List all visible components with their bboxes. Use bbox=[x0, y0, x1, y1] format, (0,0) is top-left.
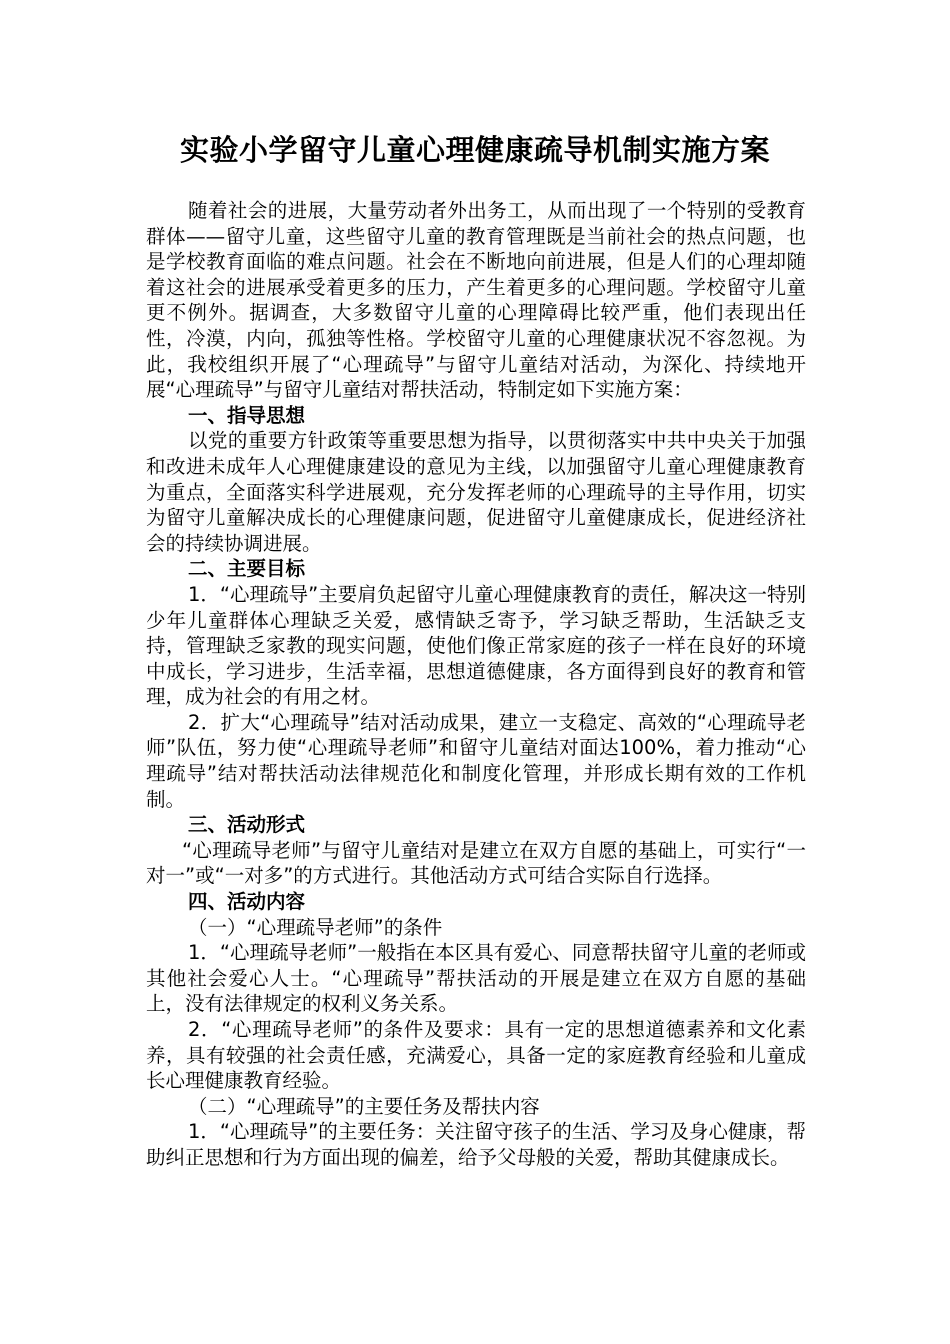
section-heading-guiding-ideology: 一、指导思想 bbox=[188, 403, 306, 427]
activity-form-paragraph: “心理疏导老师”与留守儿童结对是建立在双方自愿的基础上，可实行“一对一”或“一对多”的方式进行。其他活动方式可结合实际自行选择。 bbox=[146, 838, 806, 888]
main-goal-2-paragraph: 2．扩大“心理疏导”结对活动成果，建立一支稳定、高效的“心理疏导老师”队伍，努力使“心理疏导老师”和留守儿童结对面达100%，着力推动“心理疏导”结对帮扶活动法律规范化和制度化管理，并形成长期有效的工作机制。 bbox=[146, 710, 806, 811]
teacher-condition-2-paragraph: 2．“心理疏导老师”的条件及要求：具有一定的思想道德素养和文化素养，具有较强的社会责任感，充满爱心，具备一定的家庭教育经验和儿童成长心理健康教育经验。 bbox=[146, 1018, 806, 1093]
main-task-1-paragraph: 1．“心理疏导”的主要任务：关注留守孩子的生活、学习及身心健康，帮助纠正思想和行为方面出现的偏差，给予父母般的关爱，帮助其健康成长。 bbox=[146, 1120, 806, 1169]
teacher-condition-1-paragraph: 1．“心理疏导老师”一般指在本区具有爱心、同意帮扶留守儿童的老师或其他社会爱心人士。“心理疏导”帮扶活动的开展是建立在双方自愿的基础上，没有法律规定的权利义务关系。 bbox=[146, 941, 806, 1016]
main-goal-1-paragraph: 1．“心理疏导”主要肩负起留守儿童心理健康教育的责任，解决这一特别少年儿童群体心理缺乏关爱，感情缺乏寄予，学习缺乏帮助，生活缺乏支持，管理缺乏家教的现实问题，使他们像正常家庭的孩子一样在良好的环境中成长，学习进步，生活幸福，思想道德健康，各方面得到良好的教育和管理，成为社会的有用之材。 bbox=[146, 582, 806, 709]
section-heading-activity-form: 三、活动形式 bbox=[188, 813, 306, 837]
subsection-heading-teacher-conditions: （一）“心理疏导老师”的条件 bbox=[188, 915, 443, 939]
document-body bbox=[146, 198, 806, 1171]
section-heading-activity-content: 四、活动内容 bbox=[188, 890, 306, 914]
subsection-heading-main-tasks: （二）“心理疏导”的主要任务及帮扶内容 bbox=[188, 1094, 540, 1118]
guiding-ideology-paragraph: 以党的重要方针政策等重要思想为指导，以贯彻落实中共中央关于加强和改进未成年人心理健康建设的意见为主线，以加强留守儿童心理健康教育为重点，全面落实科学进展观，充分发挥老师的心理疏导的主导作用，切实为留守儿童解决成长的心理健康问题，促进留守儿童健康成长，促进经济社会的持续协调进展。 bbox=[146, 429, 806, 555]
intro-paragraph: 随着社会的进展，大量劳动者外出务工，从而出现了一个特别的受教育群体——留守儿童，这些留守儿童的教育管理既是当前社会的热点问题，也是学校教育面临的难点问题。社会在不断地向前进展，但是人们的心理却随着这社会的进展承受着更多的压力，产生着更多的心理问题。学校留守儿童更不例外。据调查，大多数留守儿童的心理障碍比较严重，他们表现出任性，冷漠，内向，孤独等性格。学校留守儿童的心理健康状况不容忽视。为此，我校组织开展了“心理疏导”与留守儿童结对活动，为深化、持续地开展“心理疏导”与留守儿童结对帮扶活动，特制定如下实施方案： bbox=[146, 199, 806, 402]
document-title: 实验小学留守儿童心理健康疏导机制实施方案 bbox=[179, 133, 770, 167]
section-heading-main-goals: 二、主要目标 bbox=[188, 557, 306, 581]
